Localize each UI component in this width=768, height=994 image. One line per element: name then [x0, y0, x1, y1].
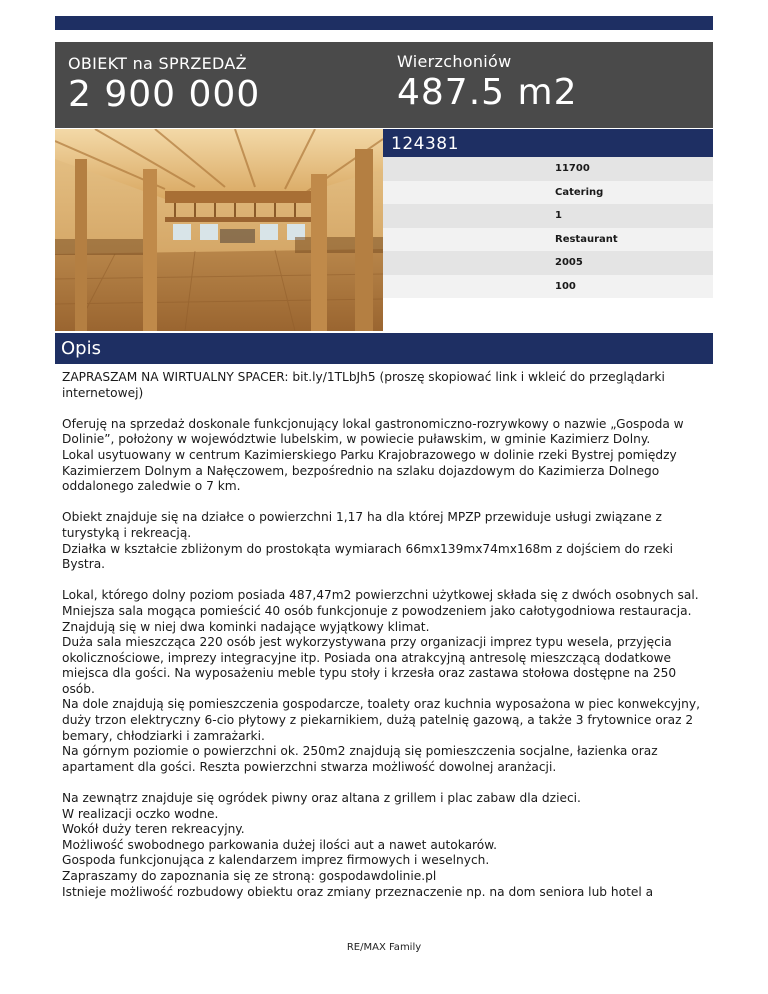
description-paragraph	[62, 588, 712, 775]
description-line: Wokół duży teren rekreacyjny.	[62, 822, 245, 837]
description-line: Zapraszamy do zapoznania się ze stroną: gospodawdolinie.pl	[62, 869, 437, 883]
detail-row: 100	[383, 275, 713, 299]
description-line: ZAPRASZAM NA WIRTUALNY SPACER: bit.ly/1TLbJh5 (proszę skopiować link i wkleić do przeglądarki internetowej)	[62, 370, 665, 400]
price: 2 900 000	[68, 74, 261, 115]
description-line: Oferuję na sprzedaż doskonale funkcjonujący lokal gastronomiczno-rozrywkowy o nazwie „Gospoda w Dolinie”, położony w województwie lubelskim, w powiecie puławskim, w gminie Kazimierz Dolny.	[62, 416, 684, 447]
description-line: Duża sala mieszcząca 220 osób jest wykorzystywana przy organizacji imprez typu wesela, przyjęcia okolicznościowe, imprezy integracyjne itp. Posiada ona atrakcyjną antresolę mieszczącą dodatkowe miejsca dla gości. Na wyposażeniu meble typu stoły i krzesła oraz zastawa stołowa dostępne na 250 osób.	[62, 635, 677, 696]
price-block	[68, 54, 260, 115]
description-line: Na zewnątrz znajduje się ogródek piwny oraz altana z grillem i plac zabaw dla dzieci.	[62, 791, 581, 806]
description-paragraph	[62, 791, 712, 900]
description-line: Działka w kształcie zbliżonym do prostokąta wymiarach 66mx139mx74mx168m z dojściem do rzeki Bystra.	[62, 541, 673, 572]
description-line: Istnieje możliwość rozbudowy obiektu oraz zmiany przeznaczenie np. na dom seniora lub hotel a	[62, 884, 654, 899]
listing-details	[383, 157, 713, 298]
description-line: Możliwość swobodnego parkowania dużej ilości aut a nawet autokarów.	[62, 837, 497, 852]
description	[62, 370, 712, 900]
area: 487.5 m2	[397, 72, 578, 113]
property-photo	[55, 129, 383, 331]
description-line: Lokal usytuowany w centrum Kazimierskiego Parku Krajobrazowego w dolinie rzeki Bystrej pomiędzy Kazimierzem Dolnym a Nałęczowem, bezpośrednio na szlaku dojazdowym do Kazimierza Dolnego oddalonego zaledwie o 7 km.	[62, 447, 677, 494]
footer-agency: RE/MAX Family	[346, 942, 422, 953]
description-paragraph	[62, 510, 712, 572]
top-accent-bar	[55, 16, 713, 30]
description-line: Na dole znajdują się pomieszczenia gospodarcze, toalety oraz kuchnia wyposażona w piec konwekcyjny, duży trzon elektryczny 6-cio płytowy z piekarnikiem, dużą patelnię gazową, a także 3 frytownice oraz 2 bemary, chłodziarki i zamrażarki.	[62, 697, 700, 743]
listing-id: 124381	[383, 129, 713, 157]
section-title: Opis	[55, 333, 713, 364]
sale-label: OBIEKT na SPRZEDAŻ	[68, 54, 247, 73]
description-paragraph	[62, 370, 712, 401]
detail-row: 1	[383, 204, 713, 228]
listing-header	[55, 42, 713, 128]
description-line: Obiekt znajduje się na działce o powierzchni 1,17 ha dla której MPZP przewiduje usługi związane z turystyką i rekreacją.	[62, 510, 662, 540]
description-line: W realizacji oczko wodne.	[62, 806, 219, 821]
description-line: Lokal, którego dolny poziom posiada 487,47m2 powierzchni użytkowej składa się z dwóch osobnych sal.	[62, 588, 699, 603]
detail-row: Restaurant	[383, 228, 713, 252]
detail-row: 2005	[383, 251, 713, 275]
description-paragraph	[62, 417, 712, 495]
location: Wierzchoniów	[397, 52, 512, 71]
location-block	[397, 52, 577, 113]
description-line: Gospoda funkcjonująca z kalendarzem imprez firmowych i weselnych.	[62, 853, 490, 868]
listing-info-panel	[383, 129, 713, 333]
detail-row: 11700	[383, 157, 713, 181]
description-line: Mniejsza sala mogąca pomieścić 40 osób funkcjonuje z powodzeniem jako całotygodniowa restauracja. Znajdują się w niej dwa kominki nadające wyjątkowy klimat.	[62, 603, 692, 634]
detail-row: Catering	[383, 181, 713, 205]
description-line: Na górnym poziomie o powierzchni ok. 250m2 znajdują się pomieszczenia socjalne, łazienka oraz apartament dla gości. Reszta powierzchni stwarza możliwość dowolnej aranżacji.	[62, 744, 658, 774]
